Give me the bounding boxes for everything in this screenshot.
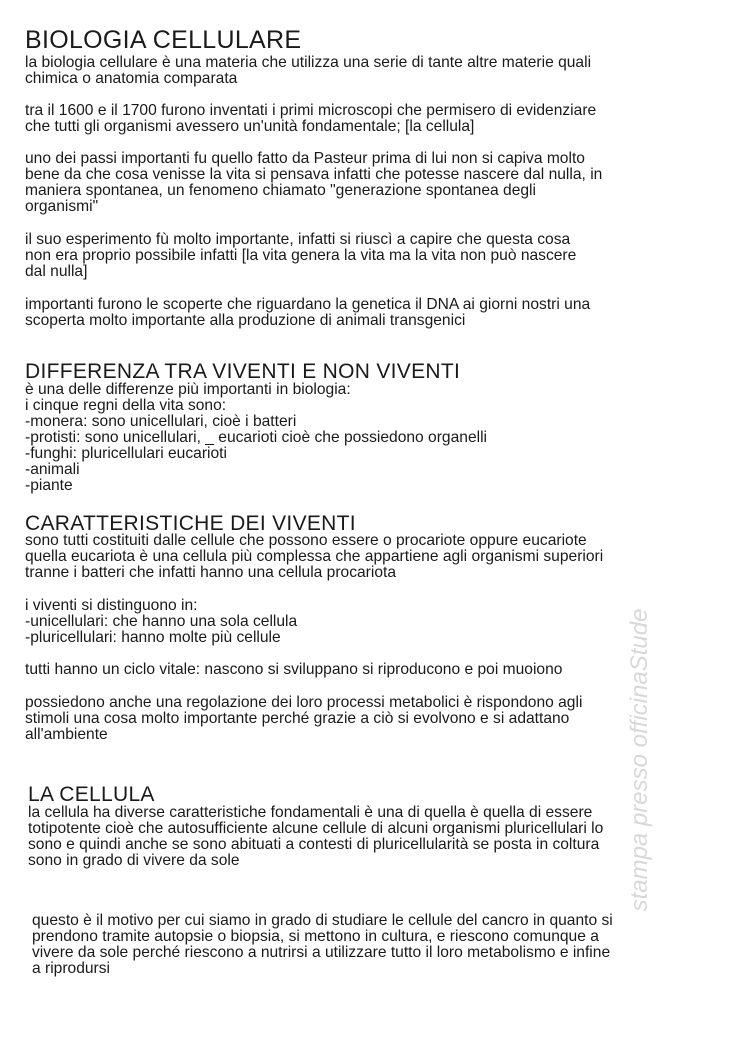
section3-paragraph-1 [25, 533, 603, 581]
text-line: sono tutti costituiti dalle cellule che possono essere o procariote oppure eucariote [25, 532, 587, 549]
text-line: tranne i batteri che infatti hanno una cellula procariota [25, 564, 397, 581]
text-line: tutti hanno un ciclo vitale: nascono si sviluppano si riproducono e poi muoiono [25, 661, 563, 678]
text-line: possiedono anche una regolazione dei loro processi metabolici è rispondono agli [25, 694, 583, 711]
text-line: maniera spontanea, un fenomeno chiamato "generazione spontanea degli [25, 182, 536, 199]
text-line: -animali [25, 461, 80, 478]
text-line: all'ambiente [25, 726, 108, 743]
text-line: la biologia cellulare è una materia che utilizza una serie di tante altre materie quali [25, 54, 592, 71]
text-line: uno dei passi importanti fu quello fatto da Pasteur prima di lui non si capiva molto [25, 150, 585, 167]
intro-paragraph-2 [25, 103, 596, 135]
section-heading-la-cellula: LA CELLULA [28, 783, 155, 806]
text-line: prendono tramite autopsie o biopsia, si mettono in cultura, e riescono comunque a [32, 928, 599, 945]
text-line: vivere da sole perché riescono a nutrirsi a utilizzare tutto il loro metabolismo e infine [32, 944, 611, 961]
text-line: che tutti gli organismi avessero un'unità fondamentale; [la cellula] [25, 118, 475, 135]
text-line: totipotente cioè che autosufficiente alcune cellule di alcuni organismi pluricellulari lo [28, 820, 604, 837]
text-line: sono in grado di vivere da sole [28, 852, 240, 869]
text-line: bene da che cosa venisse la vita si pensava infatti che potesse nascere dal nulla, in [25, 166, 603, 183]
watermark: stampa presso officinaStude [626, 608, 653, 912]
text-line: importanti furono le scoperte che riguardano la genetica il DNA ai giorni nostri una [25, 296, 591, 313]
text-line: -piante [25, 477, 73, 494]
text-line: organismi" [25, 198, 99, 215]
section-heading-differenza: DIFFERENZA TRA VIVENTI E NON VIVENTI [25, 360, 461, 383]
section3-paragraph-3 [25, 662, 562, 678]
text-line: -pluricellulari: hanno molte più cellule [25, 629, 281, 646]
text-line: a riprodursi [32, 960, 110, 977]
intro-paragraph-1 [25, 55, 591, 87]
section2-list [25, 382, 487, 494]
intro-paragraph-3 [25, 151, 602, 215]
text-line: stimoli una cosa molto importante perché grazie a ciò si evolvono e si adattano [25, 710, 570, 727]
text-line: non era proprio possibile infatti [la vita genera la vita ma la vita non può nascere [25, 247, 577, 264]
text-line: scoperta molto importante alla produzione di animali transgenici [25, 312, 466, 329]
text-line: quella eucariota è una cellula più complessa che appartiene agli organismi superiori [25, 548, 604, 565]
text-line: i cinque regni della vita sono: [25, 397, 227, 414]
text-line: chimica o anatomia comparata [25, 70, 238, 87]
text-line: sono e quindi anche se sono abituati a contesti di pluricellularità se posta in coltura [28, 836, 600, 853]
text-line: -monera: sono unicellulari, cioè i batteri [25, 413, 297, 430]
section3-paragraph-2 [25, 598, 297, 646]
text-line: questo è il motivo per cui siamo in grado di studiare le cellule del cancro in quanto si [32, 912, 613, 929]
section3-paragraph-4 [25, 695, 582, 743]
text-line: -unicellulari: che hanno una sola cellula [25, 613, 298, 630]
text-line: -funghi: pluricellulari eucarioti [25, 445, 227, 462]
text-line: tra il 1600 e il 1700 furono inventati i primi microscopi che permisero di evidenziare [25, 102, 597, 119]
text-line: i viventi si distinguono in: [25, 597, 198, 614]
text-line: il suo esperimento fù molto importante, infatti si riuscì a capire che questa cosa [25, 231, 571, 248]
intro-paragraph-5 [25, 297, 590, 329]
text-line: è una delle differenze più importanti in biologia: [25, 381, 351, 398]
section4-paragraph-1 [28, 805, 603, 869]
text-line: la cellula ha diverse caratteristiche fondamentali è una di quella è quella di essere [28, 804, 593, 821]
text-line: -protisti: sono unicellulari, _ eucarioti cioè che possiedono organelli [25, 429, 488, 446]
section-heading-caratteristiche: CARATTERISTICHE DEI VIVENTI [25, 512, 356, 535]
section4-paragraph-2 [32, 913, 613, 977]
page-title: BIOLOGIA CELLULARE [25, 26, 302, 54]
intro-paragraph-4 [25, 232, 576, 280]
text-line: dal nulla] [25, 263, 88, 280]
